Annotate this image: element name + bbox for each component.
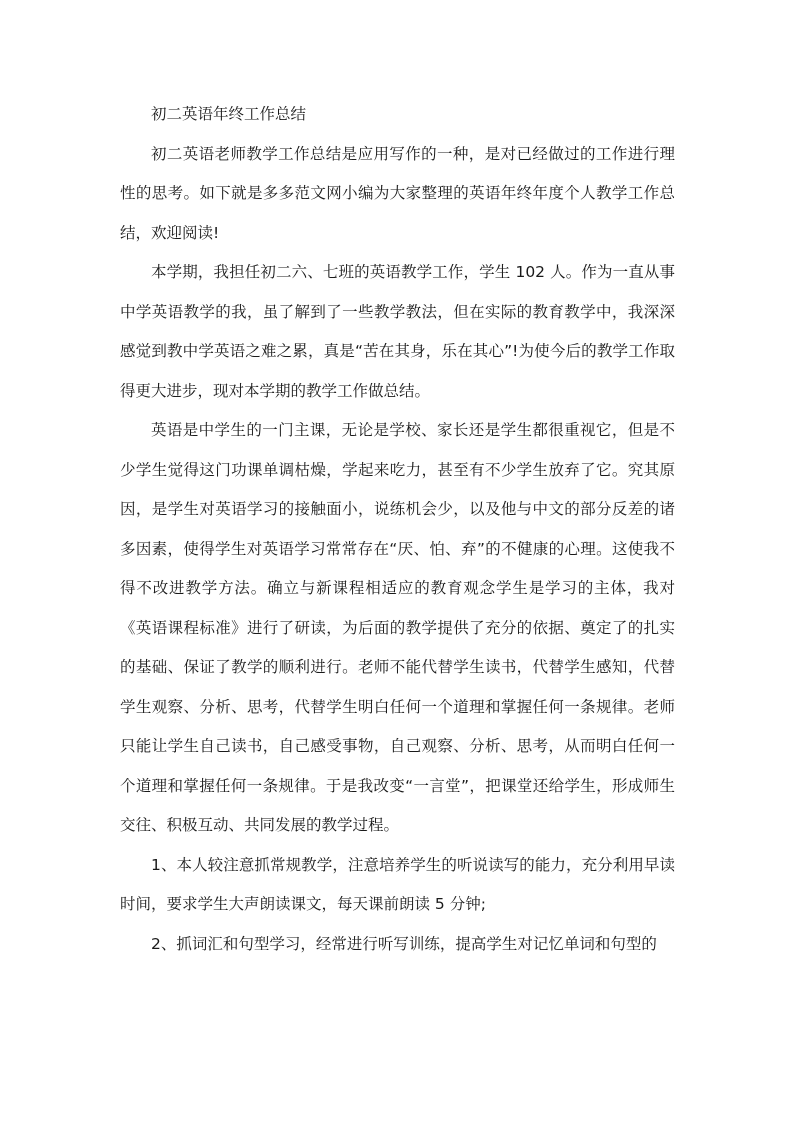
document-title: 初二英语年终工作总结 — [151, 105, 307, 123]
paragraph-point-1: 1、本人较注意抓常规教学，注意培养学生的听说读写的能力，充分利用早读时间，要求学生大声朗读课文，每天课前朗读 5 分钟; — [120, 855, 675, 913]
paragraph-intro: 初二英语老师教学工作总结是应用写作的一种，是对已经做过的工作进行理性的思考。如下就是多多范文网小编为大家整理的英语年终年度个人教学工作总结，欢迎阅读! — [120, 144, 675, 242]
paragraph-english-subject: 英语是中学生的一门主课，无论是学校、家长还是学生都很重视它，但是不少学生觉得这门功课单调枯燥，学起来吃力，甚至有不少学生放弃了它。究其原因，是学生对英语学习的接触面小，说练机会少，以及他与中文的部分反差的诸多因素，使得学生对英语学习常常存在“厌、怕、弃”的不健康的心理。这使我不得不改进教学方法。确立与新课程相适应的教育观念学生是学习的主体，我对《英语课程标准》进行了研读，为后面的教学提供了充分的依据、奠定了的扎实的基础、保证了教学的顺利进行。老师不能代替学生读书，代替学生感知，代替学生观察、分析、思考，代替学生明白任何一个道理和掌握任何一条规律。老师只能让学生自己读书，自己感受事物，自己观察、分析、思考，从而明白任何一个道理和掌握任何一条规律。于是我改变“一言堂”，把课堂还给学生，形成师生交往、积极互动、共同发展的教学过程。 — [120, 421, 675, 834]
paragraph-point-2: 2、抓词汇和句型学习，经常进行听写训练，提高学生对记忆单词和句型的 — [151, 934, 657, 953]
document-body — [120, 95, 675, 964]
paragraph-semester: 本学期，我担任初二六、七班的英语教学工作，学生 102 人。作为一直从事中学英语教学的我，虽了解到了一些教学教法，但在实际的教育教学中，我深深感觉到教中学英语之难之累，真是“苦在其身，乐在其心”!为使今后的教学工作取得更大进步，现对本学期的教学工作做总结。 — [120, 263, 675, 400]
